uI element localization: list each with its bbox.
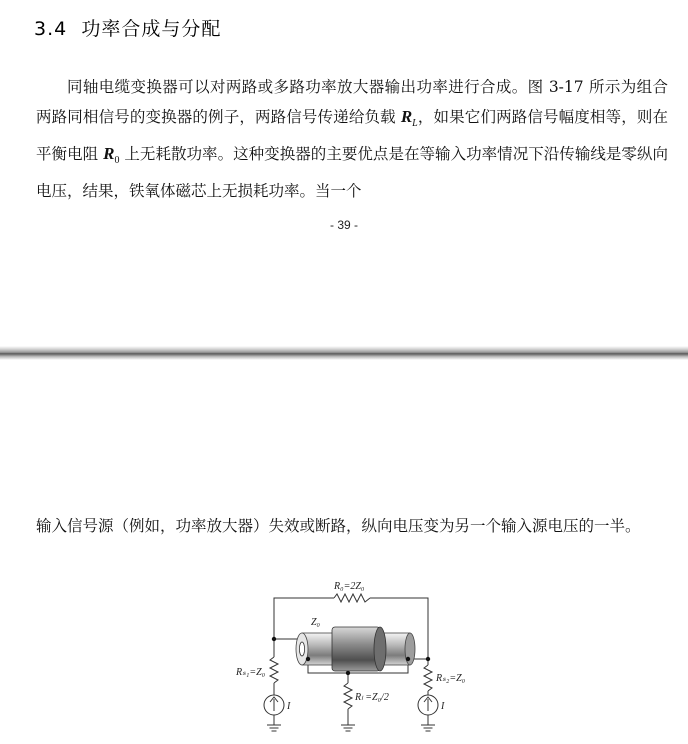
rl-resistor [344, 683, 352, 709]
section-number: 3.4 [34, 18, 68, 40]
ground-symbols [267, 725, 435, 731]
paragraph-1 [36, 72, 668, 206]
label-rs2: Rₛ₂=Z₀ [436, 673, 466, 684]
current-source-1 [264, 695, 284, 715]
section-heading [34, 14, 221, 41]
current-source-2 [418, 695, 438, 715]
page-upper [0, 0, 688, 346]
section-title-text: 功率合成与分配 [81, 18, 222, 40]
label-rs1: Rₛ₁=Z₀ [236, 667, 266, 678]
paragraph-1-part-3: 上无耗散功率。这种变换器的主要优点是在等输入功率情况下沿传输线是零纵向电压，结果，铁氧体磁芯上无损耗功率。当一个 [36, 145, 668, 200]
label-i1: I [287, 701, 291, 712]
page-divider [0, 346, 688, 360]
paragraph-1-part-1: 同轴电缆变换器可以对两路或多路功率放大器输出功率进行合成。图 3-17 所示为组合两路同相信号的变换器的例子，两路信号传递给负载 [36, 78, 668, 126]
label-rl: Rₗ =Z₀/2 [355, 692, 389, 703]
ferrite-core [332, 627, 380, 671]
rs2-resistor [424, 665, 432, 691]
label-z0: Z₀ [311, 617, 321, 628]
label-r0: R₀=2Z₀ [334, 581, 365, 592]
coax-transformer-figure [230, 575, 470, 744]
r0-resistor [334, 594, 370, 602]
rs1-resistor [270, 657, 278, 683]
load-resistor-symbol: $R_L$ [400, 107, 418, 129]
page-number: - 39 - [329, 218, 358, 232]
balance-resistor-symbol: $R_0$ [103, 144, 120, 166]
label-i2: I [441, 701, 445, 712]
paragraph-2: 输入信号源（例如，功率放大器）失效或断路，纵向电压变为另一个输入源电压的一半。 [36, 517, 641, 535]
coax-cable [296, 627, 415, 671]
paragraph-1-part-2: ，如果它们两路信号幅度相等，则在平衡电阻 [36, 108, 668, 163]
circuit-diagram [230, 575, 470, 744]
